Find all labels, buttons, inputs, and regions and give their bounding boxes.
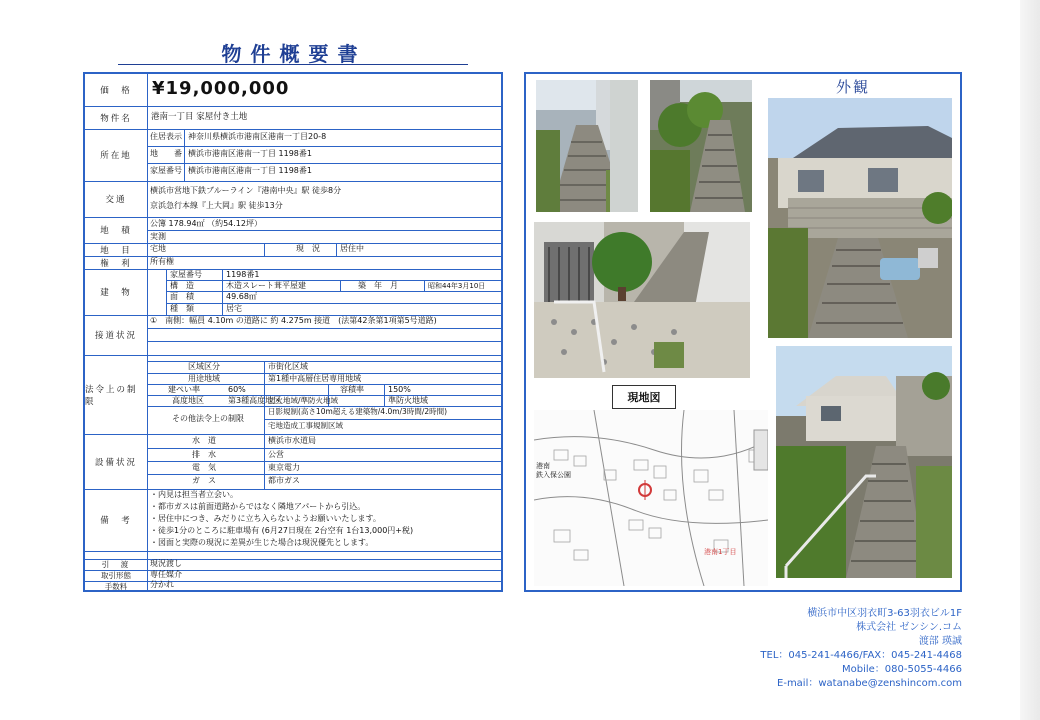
row-utilities <box>85 434 501 490</box>
legal-zone: 市街化区域 <box>268 362 308 371</box>
document-title: 物件概要書 <box>221 42 367 66</box>
row-fee <box>85 581 501 591</box>
building-structure-key: 構 造 <box>170 281 194 290</box>
transport-line-1: 横浜市営地下鉄ブルーライン『港南中央』駅 徒歩8分 <box>150 186 342 195</box>
photo-exterior <box>768 98 952 338</box>
legal-other-key: その他法令上の制限 <box>172 414 244 423</box>
status-label: 現 況 <box>296 244 320 253</box>
label-transaction: 取引形態 <box>85 570 148 581</box>
legal-other-2: 宅地造成工事規制区域 <box>268 421 343 430</box>
utility-electric-key: 電 気 <box>192 463 216 472</box>
label-remarks: 備 考 <box>85 489 148 551</box>
utility-gas: 都市ガス <box>268 476 300 485</box>
remark-1: ・内見は担当者立会い。 <box>150 490 238 499</box>
location-key-house: 家屋番号 <box>150 166 182 175</box>
legal-far: 150% <box>388 385 411 394</box>
legal-use-key: 用途地域 <box>188 374 220 383</box>
exterior-title: 外観 <box>836 78 871 96</box>
remark-3: ・居住中につき、みだりに立ち入らないようお願いいたします。 <box>150 514 381 523</box>
company-tel: TEL：045-241-4466/FAX：045-241-4468 <box>760 650 962 661</box>
row-price <box>85 74 501 107</box>
legal-height-key: 高度地区 <box>172 396 204 405</box>
company-name: 株式会社 ゼンシン.コム <box>856 622 962 633</box>
utility-electric: 東京電力 <box>268 463 300 472</box>
building-number-key: 家屋番号 <box>170 270 202 279</box>
label-land-category: 地 目 <box>85 243 148 256</box>
fee-value: 分かれ <box>150 580 174 589</box>
building-area: 49.68㎡ <box>226 292 257 301</box>
utility-water-key: 水 道 <box>192 436 216 445</box>
building-built: 昭和44年3月10日 <box>428 282 486 290</box>
label-rights: 権 利 <box>85 256 148 269</box>
label-road: 接道状況 <box>85 315 148 355</box>
price-value: ¥19,000,000 <box>152 78 290 99</box>
land-category-value: 宅地 <box>150 244 166 253</box>
legal-coverage-key: 建ぺい率 <box>168 385 200 394</box>
utility-drain: 公営 <box>268 450 284 459</box>
transaction-value: 専任媒介 <box>150 570 182 579</box>
company-address: 横浜市中区羽衣町3-63羽衣ビル1F <box>807 608 962 619</box>
location-house: 横浜市港南区港南一丁目 1198番1 <box>188 166 312 175</box>
legal-other-1: 日影規制(高さ10m超える建築物/4.0m/3時間/2時間) <box>268 407 448 416</box>
legal-fire-1: 防火地域/準防火地域 <box>268 396 339 405</box>
transport-line-2: 京浜急行本線『上大岡』駅 徒歩13分 <box>150 201 283 210</box>
row-building <box>85 269 501 316</box>
company-person: 渡部 瑛誠 <box>918 636 962 647</box>
label-transport: 交通 <box>85 181 148 217</box>
land-area-public: 公簿 178.94㎡ （約54.12坪） <box>150 219 262 228</box>
status-value: 居住中 <box>340 244 364 253</box>
road-value: ① 南側：幅員 4.10m の道路に 約 4.275m 接道 (法第42条第1項第5号道路) <box>150 316 437 325</box>
utility-gas-key: ガ ス <box>192 476 216 485</box>
location-key-lot: 地 番 <box>150 149 182 158</box>
label-property-name: 物件名 <box>85 106 148 129</box>
location-key-address: 住居表示 <box>150 132 182 141</box>
map-title: 現地図 <box>612 385 676 409</box>
label-legal: 法令上の制限 <box>85 355 148 434</box>
row-transport <box>85 181 501 218</box>
delivery-value: 現況渡し <box>150 559 182 568</box>
land-area-actual: 実測 <box>150 232 166 241</box>
location-address: 神奈川県横浜市港南区港南一丁目20-8 <box>188 132 327 141</box>
photo-front-stairs <box>776 346 952 578</box>
building-type-key: 種 類 <box>170 304 194 313</box>
property-name-value: 港南一丁目 家屋付き土地 <box>151 112 248 122</box>
site-map <box>534 410 768 586</box>
label-land-area: 地 積 <box>85 217 148 243</box>
label-location: 所在地 <box>85 129 148 181</box>
utility-drain-key: 排 水 <box>192 450 216 459</box>
row-property-name <box>85 106 501 130</box>
row-rights <box>85 256 501 270</box>
building-structure: 木造スレート葺平屋建 <box>226 281 306 290</box>
row-location <box>85 129 501 182</box>
scan-edge <box>1020 0 1040 720</box>
legal-coverage: 60% <box>228 385 246 394</box>
label-delivery: 引 渡 <box>85 559 148 570</box>
title-underline <box>118 64 468 65</box>
company-mobile: Mobile：080-5055-4466 <box>841 664 962 675</box>
photo-stairs-1 <box>536 80 638 212</box>
legal-zone-key: 区域区分 <box>188 362 220 371</box>
label-building: 建 物 <box>85 269 148 315</box>
row-road <box>85 315 501 356</box>
remark-4: ・徒歩1分のところに駐車場有 (6月27日現在 2台空有 1台13,000円+税) <box>150 526 414 535</box>
utility-water: 横浜市水道局 <box>268 436 316 445</box>
rights-value: 所有権 <box>150 257 174 266</box>
company-email: E-mail：watanabe@zenshincom.com <box>777 678 962 689</box>
remark-5: ・図面と実際の現況に差異が生じた場合は現況優先とします。 <box>150 538 374 547</box>
map-park-label: 港南 鉄入保公園 <box>536 462 571 479</box>
legal-use: 第1種中高層住居専用地域 <box>268 374 362 383</box>
label-price: 価 格 <box>85 74 148 106</box>
photo-path <box>534 222 750 378</box>
property-table <box>83 72 503 592</box>
label-fee: 手数料 <box>85 581 148 591</box>
label-utilities: 設備状況 <box>85 434 148 489</box>
row-legal <box>85 355 501 435</box>
building-area-key: 面 積 <box>170 292 194 301</box>
legal-far-key: 容積率 <box>340 385 364 394</box>
row-land-area <box>85 217 501 244</box>
building-type: 居宅 <box>226 304 242 313</box>
remark-2: ・都市ガスは前面道路からではなく隣地アパートから引込。 <box>150 502 366 511</box>
row-land-category <box>85 243 501 257</box>
row-remarks <box>85 489 501 552</box>
building-built-key: 築 年 月 <box>358 281 398 290</box>
photo-stairs-2 <box>650 80 752 212</box>
map-area-label: 港南1丁目 <box>704 548 737 556</box>
building-number: 1198番1 <box>226 270 260 279</box>
location-lot: 横浜市港南区港南一丁目 1198番1 <box>188 149 312 158</box>
legal-fire-2: 準防火地域 <box>388 396 428 405</box>
legal-height: 第3種高度地区 <box>228 396 282 405</box>
